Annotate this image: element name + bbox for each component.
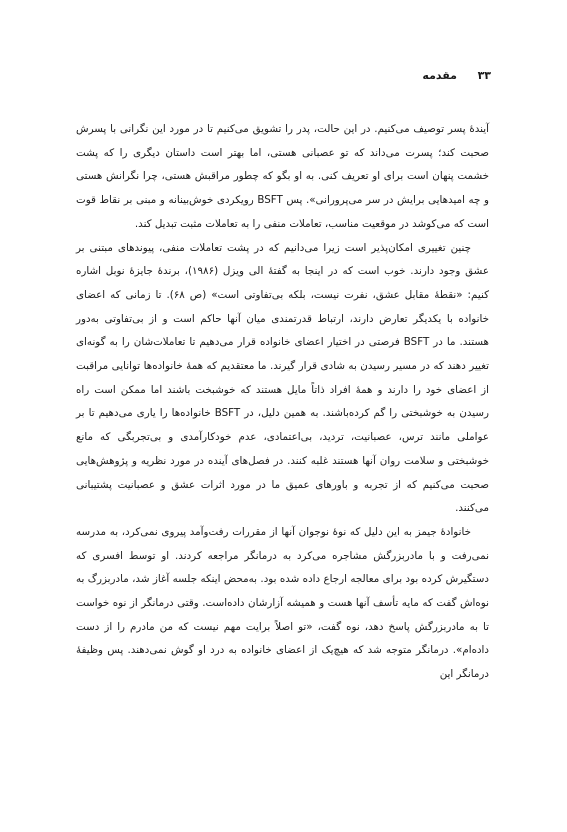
page-number: ۳۳	[477, 69, 491, 82]
chapter-title: مقدمه	[422, 69, 457, 82]
paragraph-2: چنین تغییری امکان‌پذیر است زیرا می‌دانیم که در پشت تعاملات منفی، پیوندهای مبتنی بر عشق وجود دارند. خوب است که در اینجا به گفتهٔ الی ویزل (۱۹۸۶)، برندهٔ جایزهٔ نوبل اشاره کنیم: «نقطهٔ مقابل عشق، نفرت نیست، بلکه بی‌تفاوتی است» (ص ۶۸). تا زمانی که اعضای خانواده با یکدیگر تعارض دارند، ارتباط قدرتمندی میان آنها حاکم است و از بی‌تفاوتی به‌دور هستند. ما در BSFT فرصتی در اختیار اعضای خانواده قرار می‌دهیم تا تعاملات‌شان را به گونه‌ای تغییر دهند که در مسیر رسیدن به شادی قرار گیرند. ما معتقدیم که همهٔ خانواده‌ها توانایی مراقبت از اعضای خود را دارند و همهٔ افراد ذاتاً مایل هستند که خوشبخت باشند اما ممکن است راه رسیدن به خوشبختی را گم کرده‌باشند. به همین دلیل، در BSFT خانواده‌ها را یاری می‌دهیم تا بر عواملی مانند ترس، عصبانیت، تردید، بی‌اعتمادی، عدم خودکارآمدی و بی‌تجربگی که مانع خوشبختی و سلامت روان آنها هستند غلبه کنند. در فصل‌های آینده در مورد نظریه و پژوهش‌هایی صحبت می‌کنیم که از تجربه و باورهای عمیق ما در مورد اثرات عشق و عصبانیت پشتیبانی می‌کنند.	[76, 241, 489, 515]
body-text	[76, 118, 489, 687]
running-header	[60, 69, 491, 85]
paragraph-3: خانوادهٔ جیمز به این دلیل که نوهٔ نوجوان آنها از مقررات رفت‌وآمد پیروی نمی‌کرد، به مدرسه نمی‌رفت و با مادربزرگش مشاجره می‌کرد به درمانگر مراجعه کردند. او توسط افسری که دستگیرش کرده بود برای معالجه ارجاع داده شده بود. به‌محض اینکه جلسه آغاز شد، مادربزرگ به نوه‌اش گفت که مایه تأسف آنها هست و همیشه آزارشان داده‌است. وقتی درمانگر از نوه خواست تا به مادربزرگش پاسخ دهد، نوه گفت، «تو اصلاً برایت مهم نیست که من مادرم را از دست داده‌ام». درمانگر متوجه شد که هیچ‌یک از اعضای خانواده به درد او گوش نمی‌دهند. پس وظیفهٔ درمانگر این	[76, 525, 489, 681]
paragraph-1: آیندهٔ پسر توصیف می‌کنیم. در این حالت، پدر را تشویق می‌کنیم تا در مورد این نگرانی با پسرش صحبت کند؛ پسرت می‌داند که تو عصبانی هستی، اما بهتر است داستان دیگری را که پشت خشمت پنهان است برای او تعریف کنی. به او بگو که چطور مراقبش هستی، چرا نگرانش هستی و چه امیدهایی برایش در سر می‌پرورانی». پس BSFT رویکردی خوش‌بینانه و مبنی بر نقاط قوت است که می‌کوشد در موقعیت مناسب، تعاملات منفی را به تعاملات مثبت تبدیل کند.	[76, 123, 489, 230]
